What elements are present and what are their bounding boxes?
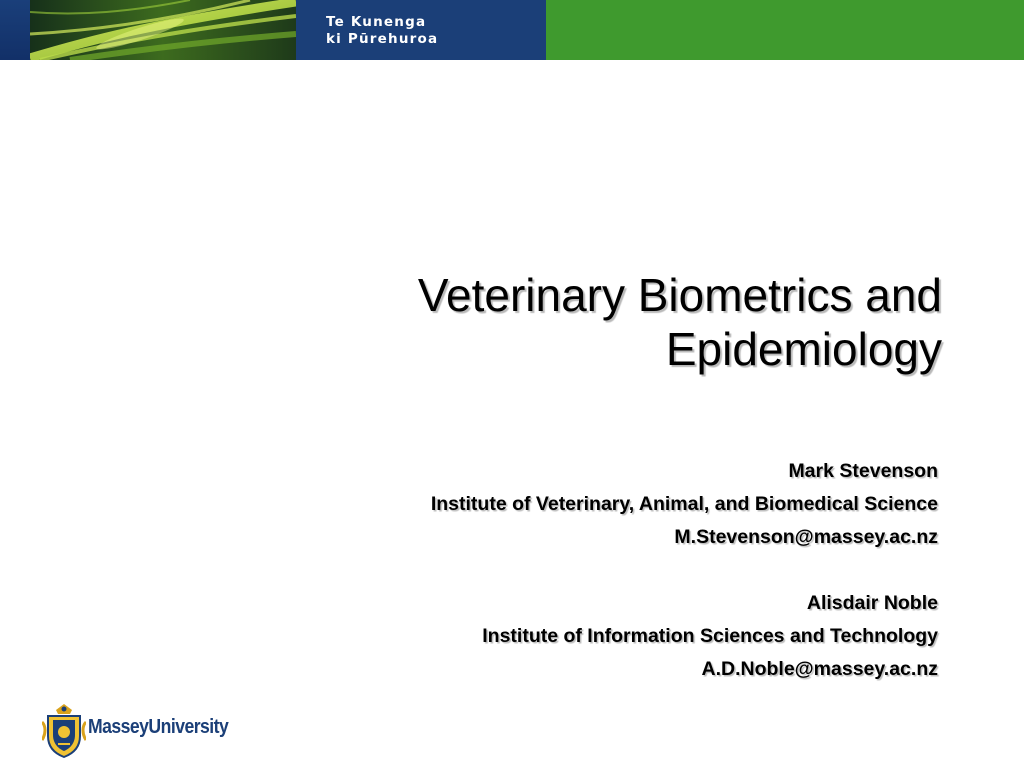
banner-green-block bbox=[546, 0, 1024, 60]
logo-wordmark: MasseyUniversity bbox=[88, 716, 229, 738]
author-email: A.D.Noble@massey.ac.nz bbox=[701, 658, 938, 680]
top-banner bbox=[0, 0, 1024, 60]
author-spacer bbox=[298, 554, 938, 587]
author-institute: Institute of Veterinary, Animal, and Biomedical Science bbox=[430, 493, 938, 515]
fern-graphic-icon bbox=[30, 0, 296, 60]
slide-title-line-1: Veterinary Biometrics and bbox=[417, 269, 942, 321]
banner-fern-graphic bbox=[30, 0, 296, 60]
banner-left-strip bbox=[0, 0, 30, 60]
banner-title-line-2: ki Pūrehuroa bbox=[326, 31, 439, 47]
author-name: Alisdair Noble bbox=[806, 592, 938, 614]
slide-title bbox=[302, 268, 942, 376]
author-institute: Institute of Information Sciences and Technology bbox=[482, 625, 938, 647]
slide-title-line-2: Epidemiology bbox=[665, 323, 942, 375]
author-name: Mark Stevenson bbox=[788, 460, 938, 482]
author-email: M.Stevenson@massey.ac.nz bbox=[674, 526, 938, 548]
banner-title-block bbox=[296, 0, 546, 60]
author-block bbox=[298, 455, 938, 686]
banner-title-line-1: Te Kunenga bbox=[326, 14, 427, 30]
university-crest-icon bbox=[42, 704, 86, 758]
massey-university-logo bbox=[42, 704, 242, 758]
